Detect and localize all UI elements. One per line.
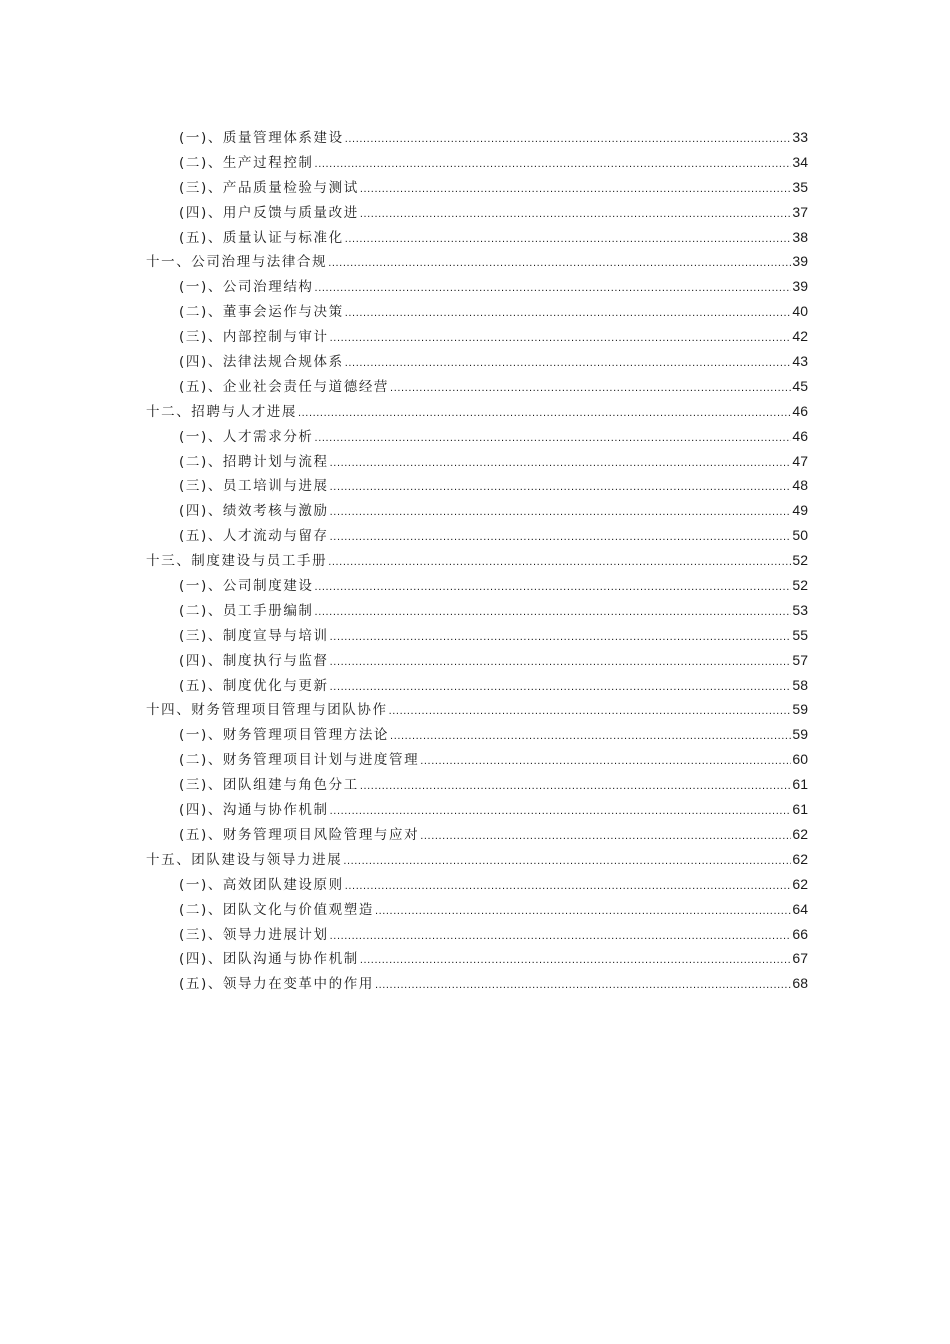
- toc-entry-title: (三)、领导力进展计划: [179, 926, 329, 943]
- toc-entry-page-number: 55: [792, 626, 808, 643]
- toc-entry-page-number: 42: [792, 328, 808, 345]
- toc-entry-page-number: 39: [792, 278, 808, 295]
- toc-entry-page-number: 61: [792, 801, 808, 818]
- toc-entry-page-number: 59: [792, 701, 808, 718]
- toc-entry-page-number: 68: [792, 975, 808, 992]
- toc-dot-leader: [375, 898, 791, 924]
- toc-entry-title: (一)、高效团队建设原则: [179, 876, 344, 893]
- toc-section-entry[interactable]: [146, 872, 808, 897]
- toc-dot-leader: [315, 574, 792, 600]
- toc-section-entry[interactable]: [146, 200, 808, 225]
- toc-entry-title: (五)、企业社会责任与道德经营: [179, 378, 390, 395]
- toc-entry-page-number: 46: [792, 402, 808, 419]
- toc-entry-title: (五)、领导力在变革中的作用: [179, 976, 374, 993]
- toc-dot-leader: [330, 474, 792, 500]
- toc-entry-page-number: 67: [792, 950, 808, 967]
- toc-dot-leader: [328, 549, 791, 575]
- toc-dot-leader: [330, 450, 792, 476]
- toc-section-entry[interactable]: [146, 573, 808, 598]
- toc-entry-title: (二)、招聘计划与流程: [179, 453, 329, 470]
- toc-entry-title: (三)、内部控制与审计: [179, 329, 329, 346]
- toc-dot-leader: [330, 499, 792, 525]
- toc-dot-leader: [375, 972, 791, 998]
- toc-entry-title: (二)、生产过程控制: [179, 154, 314, 171]
- toc-dot-leader: [345, 126, 792, 152]
- toc-section-entry[interactable]: [146, 225, 808, 250]
- toc-dot-leader: [360, 201, 792, 227]
- toc-dot-leader: [330, 524, 792, 550]
- toc-dot-leader: [343, 848, 791, 874]
- toc-dot-leader: [330, 325, 792, 351]
- toc-section-entry[interactable]: [146, 897, 808, 922]
- toc-section-entry[interactable]: [146, 125, 808, 150]
- toc-entry-page-number: 62: [792, 825, 808, 842]
- toc-section-entry[interactable]: [146, 175, 808, 200]
- toc-entry-page-number: 34: [792, 153, 808, 170]
- toc-chapter-entry[interactable]: [146, 249, 808, 274]
- toc-section-entry[interactable]: [146, 523, 808, 548]
- toc-dot-leader: [420, 823, 791, 849]
- toc-section-entry[interactable]: [146, 797, 808, 822]
- toc-entry-title: (三)、团队组建与角色分工: [179, 777, 359, 794]
- toc-entry-title: (五)、财务管理项目风险管理与应对: [179, 826, 420, 843]
- toc-entry-title: 十一、公司治理与法律合规: [146, 254, 328, 271]
- toc-entry-page-number: 46: [792, 427, 808, 444]
- toc-entry-page-number: 57: [792, 651, 808, 668]
- toc-chapter-entry[interactable]: [146, 847, 808, 872]
- toc-entry-page-number: 52: [792, 577, 808, 594]
- toc-entry-title: (三)、员工培训与进展: [179, 478, 329, 495]
- toc-section-entry[interactable]: [146, 424, 808, 449]
- toc-section-entry[interactable]: [146, 598, 808, 623]
- toc-dot-leader: [330, 798, 792, 824]
- toc-section-entry[interactable]: [146, 722, 808, 747]
- toc-entry-page-number: 58: [792, 676, 808, 693]
- toc-section-entry[interactable]: [146, 971, 808, 996]
- toc-section-entry[interactable]: [146, 673, 808, 698]
- toc-entry-title: 十五、团队建设与领导力进展: [146, 851, 343, 868]
- toc-chapter-entry[interactable]: [146, 399, 808, 424]
- toc-section-entry[interactable]: [146, 822, 808, 847]
- toc-section-entry[interactable]: [146, 150, 808, 175]
- toc-entry-title: (四)、制度执行与监督: [179, 652, 329, 669]
- toc-dot-leader: [360, 947, 792, 973]
- toc-entry-page-number: 48: [792, 477, 808, 494]
- toc-section-entry[interactable]: [146, 648, 808, 673]
- toc-entry-title: (一)、公司制度建设: [179, 578, 314, 595]
- toc-entry-title: 十二、招聘与人才进展: [146, 403, 297, 420]
- toc-dot-leader: [360, 176, 792, 202]
- toc-dot-leader: [345, 300, 792, 326]
- toc-entry-page-number: 52: [792, 552, 808, 569]
- toc-section-entry[interactable]: [146, 922, 808, 947]
- toc-entry-title: (二)、团队文化与价值观塑造: [179, 901, 374, 918]
- toc-entry-title: (四)、沟通与协作机制: [179, 802, 329, 819]
- toc-chapter-entry[interactable]: [146, 548, 808, 573]
- toc-entry-page-number: 47: [792, 452, 808, 469]
- toc-dot-leader: [315, 425, 792, 451]
- toc-entry-title: (二)、董事会运作与决策: [179, 304, 344, 321]
- toc-entry-title: (五)、质量认证与标准化: [179, 229, 344, 246]
- toc-entry-title: 十三、制度建设与员工手册: [146, 553, 328, 570]
- toc-entry-page-number: 43: [792, 353, 808, 370]
- toc-section-entry[interactable]: [146, 623, 808, 648]
- toc-dot-leader: [330, 649, 792, 675]
- toc-section-entry[interactable]: [146, 449, 808, 474]
- toc-dot-leader: [298, 400, 791, 426]
- toc-entry-title: (二)、财务管理项目计划与进度管理: [179, 752, 420, 769]
- toc-entry-title: (三)、产品质量检验与测试: [179, 179, 359, 196]
- toc-dot-leader: [330, 923, 792, 949]
- toc-dot-leader: [420, 748, 791, 774]
- toc-entry-title: (一)、质量管理体系建设: [179, 130, 344, 146]
- toc-entry-title: (四)、法律法规合规体系: [179, 354, 344, 371]
- toc-section-entry[interactable]: [146, 473, 808, 498]
- toc-entry-title: (二)、员工手册编制: [179, 602, 314, 619]
- toc-dot-leader: [345, 226, 792, 252]
- toc-dot-leader: [345, 350, 792, 376]
- toc-section-entry[interactable]: [146, 747, 808, 772]
- toc-dot-leader: [390, 723, 791, 749]
- table-of-contents: [146, 125, 808, 996]
- toc-entry-title: (四)、团队沟通与协作机制: [179, 951, 359, 968]
- toc-section-entry[interactable]: [146, 324, 808, 349]
- toc-entry-page-number: 53: [792, 601, 808, 618]
- toc-entry-title: (四)、绩效考核与激励: [179, 503, 329, 520]
- toc-entry-title: (四)、用户反馈与质量改进: [179, 204, 359, 221]
- toc-entry-title: (三)、制度宣导与培训: [179, 627, 329, 644]
- toc-entry-page-number: 35: [792, 178, 808, 195]
- toc-dot-leader: [315, 275, 792, 301]
- toc-entry-page-number: 62: [792, 850, 808, 867]
- toc-entry-title: (一)、财务管理项目管理方法论: [179, 727, 390, 744]
- toc-entry-page-number: 59: [792, 726, 808, 743]
- toc-entry-page-number: 39: [792, 253, 808, 270]
- toc-section-entry[interactable]: [146, 772, 808, 797]
- toc-entry-title: (一)、人才需求分析: [179, 428, 314, 445]
- toc-entry-page-number: 64: [792, 900, 808, 917]
- toc-dot-leader: [389, 698, 792, 724]
- toc-entry-page-number: 50: [792, 527, 808, 544]
- toc-entry-page-number: 45: [792, 377, 808, 394]
- toc-chapter-entry[interactable]: [146, 697, 808, 722]
- toc-entry-page-number: 61: [792, 776, 808, 793]
- toc-dot-leader: [315, 599, 792, 625]
- toc-entry-page-number: 37: [792, 203, 808, 220]
- toc-entry-page-number: 33: [792, 129, 808, 145]
- toc-section-entry[interactable]: [146, 374, 808, 399]
- toc-dot-leader: [328, 250, 791, 276]
- toc-entry-title: (五)、人才流动与留存: [179, 528, 329, 545]
- toc-dot-leader: [360, 773, 792, 799]
- toc-dot-leader: [330, 674, 792, 700]
- toc-entry-page-number: 49: [792, 502, 808, 519]
- toc-entry-page-number: 62: [792, 875, 808, 892]
- toc-entry-title: 十四、财务管理项目管理与团队协作: [146, 702, 388, 719]
- toc-section-entry[interactable]: [146, 274, 808, 299]
- toc-section-entry[interactable]: [146, 299, 808, 324]
- toc-entry-title: (一)、公司治理结构: [179, 279, 314, 296]
- toc-entry-page-number: 60: [792, 751, 808, 768]
- toc-section-entry[interactable]: [146, 946, 808, 971]
- toc-dot-leader: [345, 873, 792, 899]
- toc-entry-title: (五)、制度优化与更新: [179, 677, 329, 694]
- toc-entry-page-number: 40: [792, 303, 808, 320]
- toc-entry-page-number: 66: [792, 925, 808, 942]
- toc-dot-leader: [330, 624, 792, 650]
- toc-section-entry[interactable]: [146, 349, 808, 374]
- toc-dot-leader: [315, 151, 792, 177]
- toc-section-entry[interactable]: [146, 498, 808, 523]
- toc-dot-leader: [390, 375, 791, 401]
- toc-entry-page-number: 38: [792, 228, 808, 245]
